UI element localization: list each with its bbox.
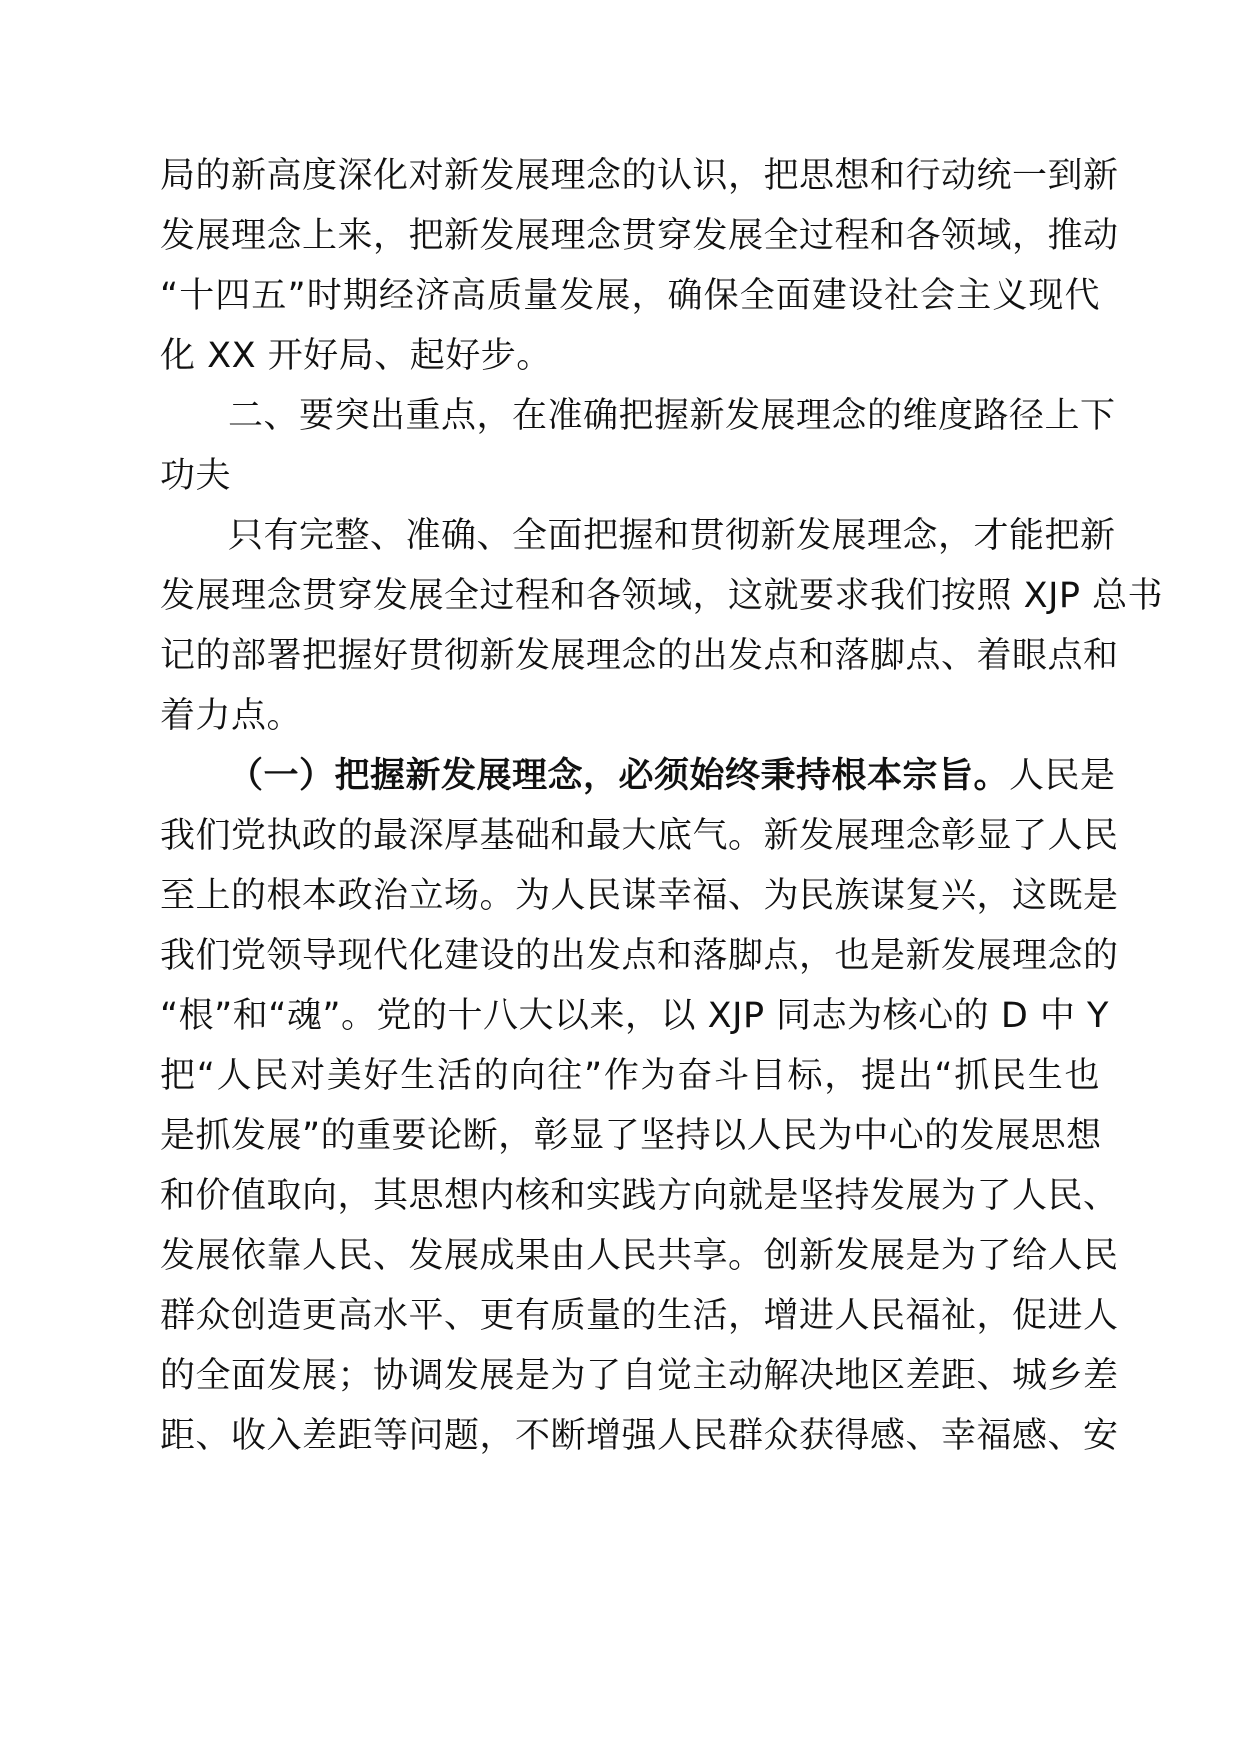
paragraph-3-line-8: 和价值取向，其思想内核和实践方向就是坚持发展为了人民、 [160,1176,1119,1216]
paragraph-2-line-1: 只有完整、准确、全面把握和贯彻新发展理念，才能把新 [228,516,1116,556]
paragraph-3-line-3: 至上的根本政治立场。为人民谋幸福、为民族谋复兴，这既是 [160,876,1119,916]
paragraph-1-line-4: 化 XX 开好局、起好步。 [160,336,552,376]
paragraph-3-line-4: 我们党领导现代化建设的出发点和落脚点，也是新发展理念的 [160,936,1119,976]
paragraph-3-line-6: 把“人民对美好生活的向往”作为奋斗目标，提出“抓民生也 [160,1056,1100,1096]
paragraph-1-line-3: “十四五”时期经济高质量发展，确保全面建设社会主义现代 [160,276,1100,316]
paragraph-3-line-2: 我们党执政的最深厚基础和最大底气。新发展理念彰显了人民 [160,816,1119,856]
paragraph-2-line-3: 记的部署把握好贯彻新发展理念的出发点和落脚点、着眼点和 [160,636,1119,676]
paragraph-1-line-2: 发展理念上来，把新发展理念贯穿发展全过程和各领域，推动 [160,216,1119,256]
paragraph-3-line-10: 群众创造更高水平、更有质量的生活，增进人民福祉，促进人 [160,1296,1119,1336]
paragraph-2-line-4: 着力点。 [160,696,303,736]
paragraph-3-line-5: “根”和“魂”。党的十八大以来，以 XJP 同志为核心的 D 中 Y [160,996,1109,1036]
paragraph-1-line-1: 局的新高度深化对新发展理念的认识，把思想和行动统一到新 [160,156,1119,196]
paragraph-3-line-1 [228,746,1116,806]
section-2-heading-line-2: 功夫 [160,456,232,496]
paragraph-3-line-12: 距、收入差距等问题，不断增强人民群众获得感、幸福感、安 [160,1416,1119,1456]
paragraph-2-line-2: 发展理念贯穿发展全过程和各领域，这就要求我们按照 XJP 总书 [160,576,1164,616]
paragraph-3-line-1-rest: 人民是 [1009,756,1116,796]
paragraph-3-line-7: 是抓发展”的重要论断，彰显了坚持以人民为中心的发展思想 [160,1116,1102,1156]
paragraph-3-line-11: 的全面发展；协调发展是为了自觉主动解决地区差距、城乡差 [160,1356,1119,1396]
paragraph-3-bold-lead: （一）把握新发展理念，必须始终秉持根本宗旨。 [228,756,1010,796]
section-2-heading-line-1: 二、要突出重点，在准确把握新发展理念的维度路径上下 [228,396,1116,436]
paragraph-3-line-9: 发展依靠人民、发展成果由人民共享。创新发展是为了给人民 [160,1236,1119,1276]
